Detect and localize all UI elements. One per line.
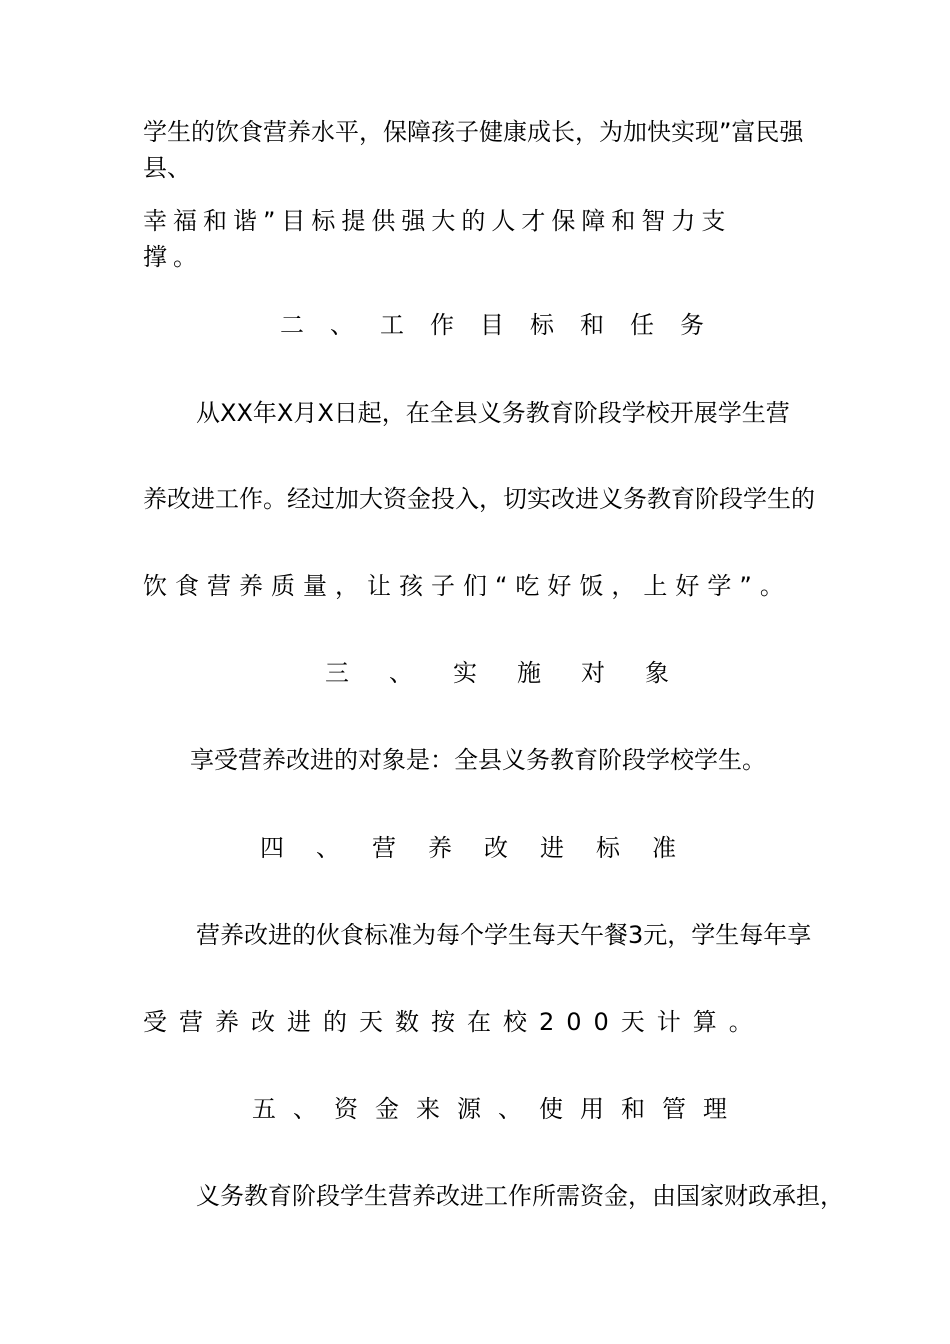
paragraph-line: 义务教育阶段学生营养改进工作所需资金，由国家财政承担， — [196, 1182, 844, 1210]
paragraph-line: 从XX年X月X日起，在全县义务教育阶段学校开展学生营 — [196, 399, 790, 427]
paragraph-line: 养改进工作。经过加大资金投入，切实改进义务教育阶段学生的 — [143, 485, 815, 513]
paragraph-line: 饮食营养质量，让孩子们“吃好饭，上好学”。 — [143, 572, 792, 600]
section-heading: 二、工作目标和任务 — [280, 311, 730, 339]
text-line: 幸福和谐”目标提供强大的人才保障和智力支撑。 — [143, 207, 732, 271]
paragraph-line — [143, 207, 743, 271]
text-line: 学生的饮食营养水平，保障孩子健康成长，为加快实现”富民强县、 — [143, 118, 804, 182]
section-heading: 五、资金来源、使用和管理 — [252, 1095, 744, 1123]
paragraph-line: 享受营养改进的对象是：全县义务教育阶段学校学生。 — [190, 746, 766, 774]
paragraph-line: 营养改进的伙食标准为每个学生每天午餐3元，学生每年享 — [196, 921, 812, 949]
section-heading: 四、营养改进标准 — [260, 834, 708, 862]
paragraph-line — [143, 118, 823, 182]
section-heading: 三、实施对象 — [325, 659, 709, 687]
paragraph-line: 受营养改进的天数按在校200天计算。 — [143, 1008, 765, 1036]
